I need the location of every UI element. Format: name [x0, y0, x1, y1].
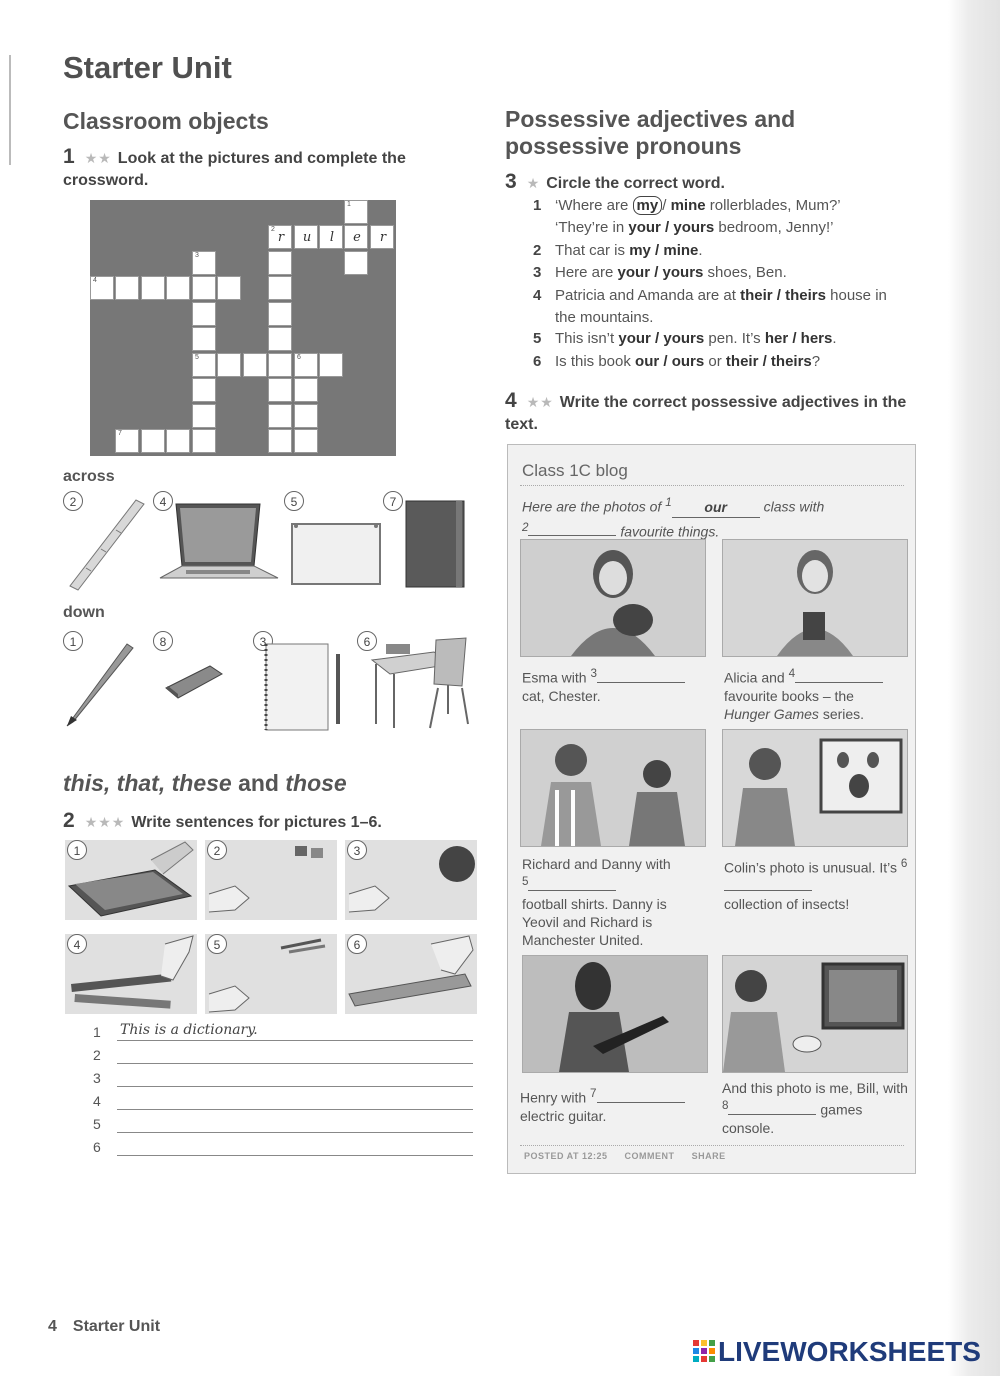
crossword-cell[interactable]: [268, 404, 292, 428]
word-option[interactable]: our / ours: [635, 353, 705, 370]
crossword-letter: r: [277, 230, 285, 245]
text-part: ‘Where are: [555, 197, 633, 214]
word-option[interactable]: their / theirs: [725, 353, 812, 370]
crossword-cell[interactable]: [268, 327, 292, 351]
exercise-number: 2: [63, 809, 75, 832]
page-number: 4: [48, 1318, 57, 1335]
eraser-icon: [160, 658, 230, 702]
line-number: 6: [93, 1139, 101, 1155]
crossword-cell[interactable]: 5: [192, 353, 216, 377]
picture-number: 1: [63, 631, 83, 651]
section-heading-classroom-objects: Classroom objects: [63, 108, 269, 134]
item-text: [555, 195, 935, 239]
down-label: down: [63, 604, 105, 621]
posted-time: POSTED AT 12:25: [524, 1151, 608, 1161]
text-part: collection of insects!: [724, 895, 850, 912]
footer-unit-label: Starter Unit: [72, 1318, 161, 1335]
picture-number: 1: [67, 840, 87, 860]
page-footer: [48, 1318, 176, 1336]
item-text: [555, 285, 935, 329]
caption-5: [522, 855, 707, 949]
text-part: series.: [818, 705, 865, 722]
picture-number: 5: [284, 491, 304, 511]
exercise-number: 4: [505, 389, 517, 412]
crossword-cell[interactable]: 6: [294, 353, 318, 377]
crossword-cell[interactable]: [217, 353, 241, 377]
text-part: house in: [825, 287, 887, 304]
blank-number: 8: [722, 1099, 729, 1112]
crossword-grid: [90, 200, 396, 456]
crossword-cell[interactable]: 3: [192, 251, 216, 275]
instruction-text: Circle the correct word.: [546, 175, 725, 192]
crossword-cell[interactable]: 7: [115, 429, 139, 453]
comment-link[interactable]: COMMENT: [624, 1151, 675, 1161]
text-part: games console.: [722, 1101, 863, 1136]
text-part: Colin’s photo is unusual. It’s: [724, 859, 901, 876]
exercise-4-instruction: [505, 390, 925, 436]
exercise-1-instruction: [63, 146, 463, 192]
word-option[interactable]: your / yours: [618, 330, 705, 347]
text-part: electric guitar.: [520, 1107, 607, 1124]
blog-footer: [524, 1151, 740, 1161]
text-part: bedroom, Jenny!’: [714, 219, 834, 236]
picture-number: 7: [383, 491, 403, 511]
blank-1[interactable]: our: [672, 498, 760, 518]
text-part: Esma with: [522, 669, 591, 686]
blank-number: 6: [900, 857, 908, 870]
text-part: Is this book: [555, 353, 636, 370]
brand-wordmark[interactable]: LIVEWORKSHEETS: [718, 1336, 981, 1367]
photo-richard-danny: [520, 729, 706, 847]
blank-2[interactable]: [528, 535, 616, 536]
picture-number: 4: [153, 491, 173, 511]
text-part: favourite books – the: [724, 687, 854, 704]
heading-plain-part: and: [238, 770, 279, 796]
blank-number: 1: [665, 496, 672, 509]
answer-line-1[interactable]: [93, 1022, 258, 1040]
picture-number: 3: [347, 840, 367, 860]
text-part: class with: [759, 498, 825, 515]
crossword-cell[interactable]: [217, 276, 241, 300]
blank-8[interactable]: [728, 1114, 816, 1115]
crossword-cell[interactable]: [294, 429, 318, 453]
crossword-cell[interactable]: 2 r: [268, 225, 292, 249]
crossword-cell[interactable]: [192, 378, 216, 402]
line-number: 1: [93, 1024, 101, 1040]
crossword-cell[interactable]: [268, 429, 292, 453]
crossword-cell[interactable]: 4: [90, 276, 114, 300]
picture-number: 3: [253, 631, 273, 651]
text-part: Alicia and: [724, 669, 789, 686]
answer-line-4[interactable]: [93, 1093, 101, 1109]
picture-number: 6: [347, 934, 367, 954]
photo-alicia: [722, 539, 908, 657]
difficulty-stars: ★★★: [84, 814, 126, 830]
word-option[interactable]: their / theirs: [740, 287, 826, 304]
word-option[interactable]: her / hers: [764, 330, 833, 347]
crossword-cell[interactable]: [268, 353, 292, 377]
caption-7: [520, 1085, 705, 1125]
blank-number: 7: [590, 1087, 597, 1100]
text-part: football shirts. Danny is Yeovil and Richard is Manchester United.: [522, 895, 667, 948]
exercise-3-instruction: [505, 171, 925, 195]
crossword-cell[interactable]: [141, 429, 165, 453]
crossword-cell[interactable]: [192, 404, 216, 428]
blank-4[interactable]: [795, 682, 883, 683]
text-part: And this photo is me, Bill, with: [722, 1080, 908, 1096]
text-part: ‘They’re in: [555, 219, 629, 236]
blank-3[interactable]: [597, 682, 685, 683]
photo-colin: [722, 729, 908, 847]
crossword-cell[interactable]: [370, 225, 394, 249]
item-number: 5: [533, 330, 542, 347]
item-number: 3: [533, 264, 542, 281]
line-number: 5: [93, 1116, 101, 1132]
text-part: That car is: [555, 242, 630, 259]
word-option[interactable]: my / mine: [629, 242, 699, 259]
ruler-icon: [66, 498, 146, 592]
line-number: 3: [93, 1070, 101, 1086]
picture-number: 8: [153, 631, 173, 651]
crossword-cell[interactable]: [115, 276, 139, 300]
word-option[interactable]: mine: [670, 197, 706, 214]
crossword-cell[interactable]: [268, 302, 292, 326]
exercise-number: 3: [505, 170, 517, 193]
heading-line: possessive pronouns: [505, 133, 742, 159]
instruction-text: Look at the pictures and complete the crossword.: [63, 150, 406, 189]
text-part: cat, Chester.: [522, 687, 601, 704]
crossword-cell[interactable]: [294, 225, 318, 249]
crossword-cell[interactable]: [344, 225, 368, 249]
text-part: Patricia and Amanda are at: [555, 287, 741, 304]
class-blog-panel: [507, 444, 916, 1174]
exercise-3-item-1: [533, 195, 933, 241]
blog-title: Class 1C blog: [522, 461, 628, 480]
difficulty-stars: ★★: [526, 394, 554, 410]
picture-number: 6: [357, 631, 377, 651]
item-text: [555, 262, 935, 284]
blank-5[interactable]: [528, 890, 616, 891]
crossword-cell[interactable]: [268, 251, 292, 275]
instruction-text: Write the correct possessive adjectives in the text.: [505, 394, 907, 433]
item-number: 4: [533, 287, 542, 304]
blog-intro: [522, 493, 902, 541]
answer-text: This is a dictionary.: [120, 1022, 258, 1038]
crossword-cell[interactable]: [344, 251, 368, 275]
text-part: Richard and Danny with: [522, 856, 671, 872]
text-part: Henry with: [520, 1089, 591, 1106]
crossword-cell[interactable]: [192, 327, 216, 351]
crossword-cell[interactable]: [166, 276, 190, 300]
item-text: [555, 351, 935, 373]
text-part: This isn’t: [555, 330, 619, 347]
whiteboard-icon: [290, 520, 384, 588]
text-part: or: [704, 353, 726, 370]
blank-number: 5: [522, 875, 529, 888]
crossword-cell[interactable]: [192, 429, 216, 453]
text-part: rollerblades, Mum?’: [705, 197, 841, 214]
notebook-icon: [404, 499, 466, 589]
crossword-cell[interactable]: [243, 353, 267, 377]
line-number: 2: [93, 1047, 101, 1063]
divider: [520, 1145, 904, 1147]
picture-number: 5: [207, 934, 227, 954]
text-part: Here are the photos of: [522, 498, 666, 515]
item-text: [555, 328, 935, 350]
blank-number: 4: [788, 667, 796, 680]
caption-3: [522, 665, 707, 705]
blank-number: 2: [522, 520, 529, 534]
circled-answer[interactable]: my: [633, 196, 663, 215]
answer-line-6[interactable]: [93, 1139, 101, 1155]
text-part: .: [832, 330, 837, 347]
instruction-text: Write sentences for pictures 1–6.: [131, 814, 382, 831]
item-number: 1: [533, 197, 542, 214]
crossword-cell[interactable]: [268, 378, 292, 402]
text-part: pen. It’s: [704, 330, 765, 347]
item-number: 2: [533, 242, 542, 259]
section-heading-demonstratives: [63, 770, 347, 797]
liveworksheets-logo-icon: [693, 1340, 715, 1362]
crossword-cell[interactable]: 1: [344, 200, 368, 224]
crossword-cell[interactable]: [166, 429, 190, 453]
across-label: across: [63, 468, 115, 485]
crossword-cell[interactable]: [192, 302, 216, 326]
exercise-number: 1: [63, 145, 75, 168]
caption-6: [724, 855, 909, 913]
crossword-cell[interactable]: [319, 353, 343, 377]
heading-italic-part: those: [285, 770, 347, 796]
answer-line-5[interactable]: [93, 1116, 101, 1132]
divider: [520, 485, 904, 487]
heading-italic-part: this, that, these: [63, 770, 232, 796]
text-part: the mountains.: [555, 309, 654, 326]
page-edge-shadow: [948, 0, 1000, 1376]
desk-and-chair-icon: [364, 634, 474, 730]
laptop-icon: [156, 500, 280, 586]
word-option[interactable]: your / yours: [617, 264, 704, 281]
crossword-letter: r: [379, 230, 387, 245]
text-part: ?: [811, 353, 821, 370]
item-number: 6: [533, 353, 542, 370]
crossword-cell[interactable]: [319, 225, 343, 249]
text-part: shoes, Ben.: [703, 264, 787, 281]
crossword-letter: e: [353, 230, 361, 245]
photo-esma: [520, 539, 706, 657]
notepad-icon: [260, 640, 350, 734]
crossword-letter: l: [329, 230, 335, 245]
text-part: Hunger Games: [724, 705, 819, 722]
picture-number: 2: [207, 840, 227, 860]
crossword-cell[interactable]: [141, 276, 165, 300]
heading-line: Possessive adjectives and: [505, 106, 796, 132]
share-link[interactable]: SHARE: [691, 1151, 726, 1161]
answer-line-3[interactable]: [93, 1070, 101, 1086]
text-part: Here are: [555, 264, 618, 281]
word-option[interactable]: your / yours: [628, 219, 715, 236]
picture-number: 4: [67, 934, 87, 954]
caption-4: [724, 665, 909, 723]
picture-number: 2: [63, 491, 83, 511]
difficulty-stars: ★: [526, 175, 541, 191]
text-part: favourite things.: [616, 523, 720, 540]
margin-line: [9, 55, 11, 165]
photo-bill: [722, 955, 908, 1073]
caption-8: [722, 1079, 912, 1137]
crossword-cell[interactable]: [268, 276, 292, 300]
section-heading-possessives: [505, 106, 795, 160]
demonstratives-picture-grid: [65, 838, 477, 1018]
crossword-cell[interactable]: [192, 276, 216, 300]
item-text: [555, 240, 935, 262]
text-part: /: [662, 197, 671, 214]
blank-7[interactable]: [597, 1102, 685, 1103]
crossword-cell[interactable]: [294, 404, 318, 428]
answer-line-2[interactable]: [93, 1047, 101, 1063]
crossword-cell[interactable]: [294, 378, 318, 402]
blank-6[interactable]: [724, 890, 812, 891]
crossword-letter: u: [302, 230, 312, 245]
exercise-2-instruction: [63, 810, 483, 834]
difficulty-stars: ★★: [84, 150, 112, 166]
blank-number: 3: [590, 667, 597, 680]
photo-henry: [522, 955, 708, 1073]
pen-icon: [63, 640, 137, 730]
text-part: .: [698, 242, 703, 259]
unit-title: Starter Unit: [63, 50, 232, 85]
line-number: 4: [93, 1093, 101, 1109]
